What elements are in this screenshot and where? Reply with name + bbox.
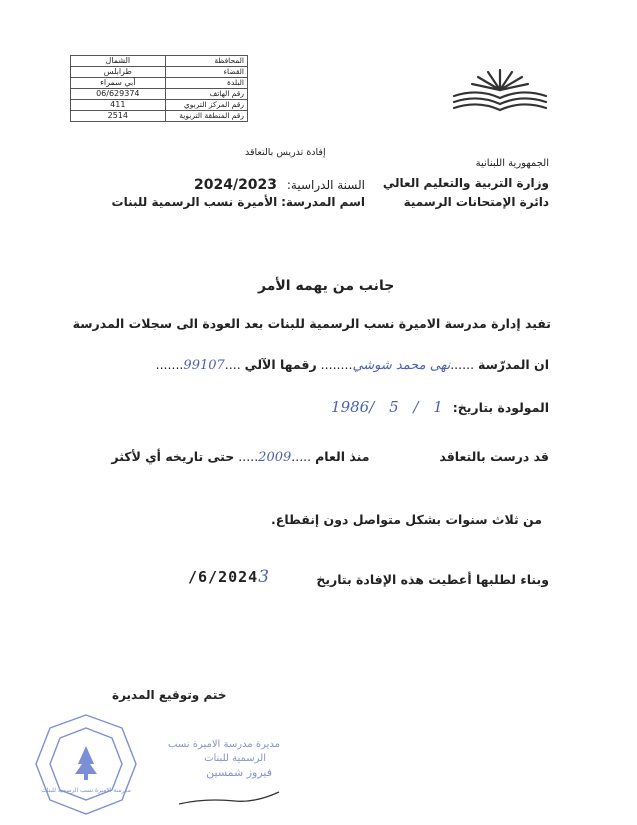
- info-value: الشمال: [71, 56, 166, 67]
- teacher-label: ان المدرّسة: [478, 357, 549, 372]
- info-label: رقم المنطقة التربوية: [165, 111, 247, 122]
- school-info-table: [70, 55, 248, 122]
- body-line-1: تفيد إدارة مدرسة الاميرة نسب الرسمية للبنات بعد العودة الى سجلات المدرسة: [72, 316, 551, 331]
- school-name-value: الأميرة نسب الرسمية للبنات: [111, 195, 278, 209]
- info-row: [71, 78, 248, 89]
- birth-date: 1 / 5 /1986: [331, 398, 443, 416]
- number-label: رقمها الآلي: [244, 357, 317, 372]
- info-value: 411: [71, 100, 166, 111]
- info-label: القضاء: [165, 67, 247, 78]
- school-name-label: اسم المدرسة:: [281, 195, 365, 209]
- principal-stamp: [168, 738, 280, 780]
- teacher-name: نهى محمد شوشي: [352, 358, 451, 373]
- birth-row: [331, 398, 549, 416]
- stamp-line-1: مديرة مدرسة الاميرة نسب: [168, 739, 280, 750]
- department-title: دائرة الإمتحانات الرسمية: [403, 195, 549, 209]
- handwritten-signature: [175, 784, 285, 810]
- info-value: طرابلس: [71, 67, 166, 78]
- school-year-value: 2024/2023: [193, 177, 278, 193]
- school-name-row: [112, 195, 365, 209]
- until-text: حتى تاريخه أي لأكثر: [111, 449, 235, 464]
- since-year: 2009: [258, 450, 292, 465]
- info-row: [71, 100, 248, 111]
- ministry-title: وزارة التربية والتعليم العالي: [382, 176, 549, 190]
- seal-text: مدرسة الاميرة نسب الرسمية للبنات: [41, 787, 131, 794]
- info-label: رقم الهاتف: [165, 89, 247, 100]
- ministry-logo: [448, 62, 552, 118]
- birth-label: المولودة بتاريخ:: [452, 400, 549, 415]
- issue-date-year-month: /6/2024: [188, 568, 259, 586]
- since-label: منذ العام: [315, 449, 370, 464]
- signature-label: ختم وتوقيع المديرة: [112, 688, 227, 702]
- taught-label: قد درست بالتعاقد: [439, 449, 549, 464]
- info-label: المحافظة: [165, 56, 247, 67]
- stamp-name: فيروز شمسين: [206, 766, 272, 779]
- stamp-line-2: الرسمية للبنات: [204, 753, 266, 764]
- info-value: 2514: [71, 111, 166, 122]
- info-row: [71, 89, 248, 100]
- info-row: [71, 67, 248, 78]
- school-year-label: السنة الدراسية:: [286, 178, 365, 192]
- body-line-5: من ثلاث سنوات بشكل متواصل دون إنقطاع.: [271, 512, 542, 527]
- republic-title: الجمهورية اللبنانية: [475, 158, 549, 169]
- taught-row: قد درست بالتعاقد منذ العام .....2009..... حتى تاريخه أي لأكثر: [111, 449, 549, 465]
- document-type: إفادة تدريس بالتعاقد: [245, 147, 326, 158]
- info-label: البلدة: [165, 78, 247, 89]
- info-value: أبي سمراء: [71, 78, 166, 89]
- teacher-number: 99107: [183, 358, 225, 373]
- issue-text: وبناء لطلبها أعطيت هذه الإفادة بتاريخ: [316, 572, 549, 587]
- info-row: [71, 56, 248, 67]
- school-seal: [32, 712, 140, 818]
- teacher-row: ان المدرّسة ......نهى محمد شوشي........ رقمها الآلي ....99107.......: [155, 357, 549, 373]
- addressee-heading: جانب من يهمه الأمر: [258, 278, 395, 294]
- school-year-row: [194, 177, 365, 193]
- info-row: [71, 111, 248, 122]
- issue-date: [188, 567, 269, 587]
- issue-date-day: 3: [258, 567, 270, 587]
- info-value: 06/629374: [71, 89, 166, 100]
- info-label: رقم المركز التربوي: [165, 100, 247, 111]
